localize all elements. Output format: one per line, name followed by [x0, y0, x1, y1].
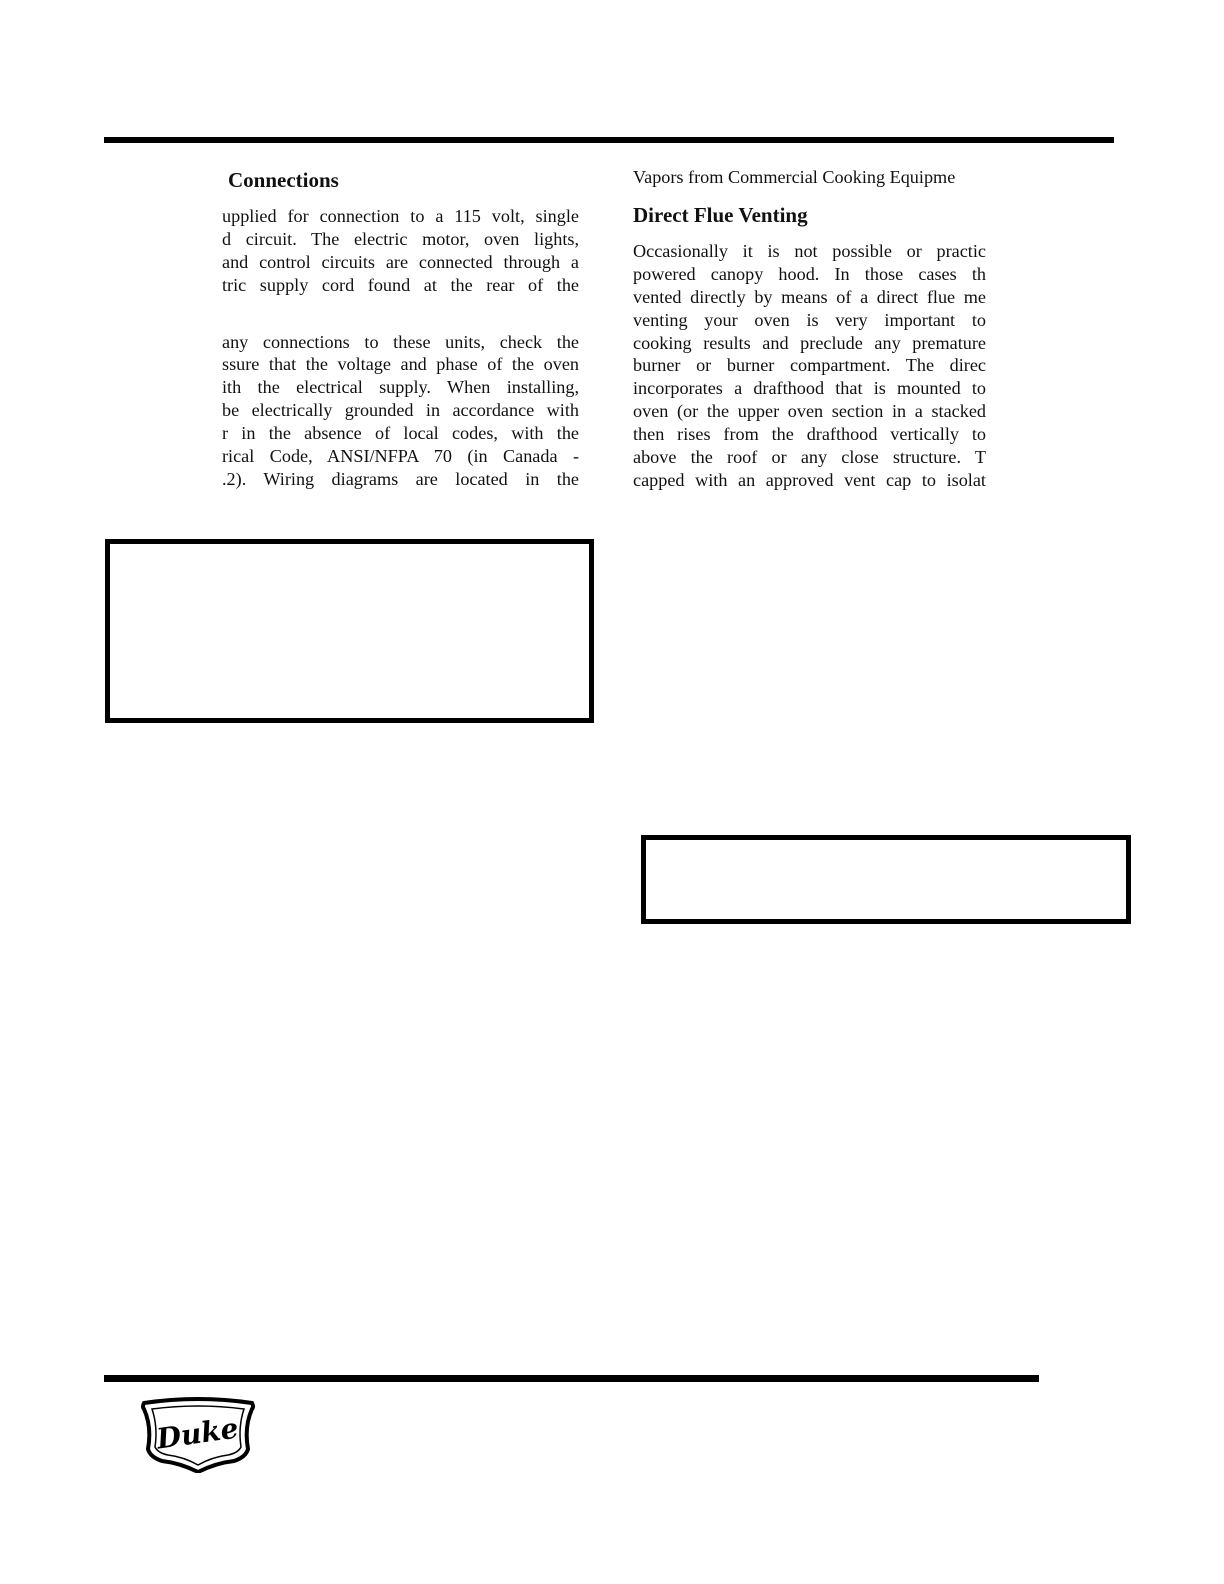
text-line: oven (or the upper oven section in a stacked	[633, 401, 986, 422]
text-line: burner or burner compartment. The direc	[633, 355, 986, 376]
bottom-rule	[104, 1375, 1039, 1382]
text-line: Occasionally it is not possible or practic	[633, 241, 986, 261]
text-line: venting your oven is very important to	[633, 309, 986, 330]
paragraph-gap	[222, 297, 579, 331]
warning-box-right	[641, 835, 1131, 924]
text-line: capped with an approved vent cap to isolat	[633, 469, 986, 490]
text-line: rical Code, ANSI/NFPA 70 (in Canada -	[222, 446, 579, 467]
logo-text: Duke	[154, 1411, 241, 1456]
text-line: r in the absence of local codes, with the	[222, 423, 579, 444]
text-line: above the roof or any close structure. T	[633, 447, 986, 468]
text-line: powered canopy hood. In those cases th	[633, 263, 986, 284]
connections-text	[222, 205, 579, 491]
text-line: any connections to these units, check the	[222, 331, 579, 352]
text-line: d circuit. The electric motor, oven lights,	[222, 228, 579, 249]
text-line: ith the electrical supply. When installing,	[222, 377, 579, 398]
text-line: ssure that the voltage and phase of the oven	[222, 354, 579, 375]
text-line: vented directly by means of a direct flue me	[633, 286, 986, 307]
text-line: then rises from the drafthood vertically to	[633, 424, 986, 445]
text-line: be electrically grounded in accordance with	[222, 400, 579, 421]
text-line: .2). Wiring diagrams are located in the	[222, 468, 579, 489]
text-line: tric supply cord found at the rear of the	[222, 274, 579, 295]
text-line: and control circuits are connected through a	[222, 251, 579, 272]
direct-flue-venting-heading: Direct Flue Venting	[633, 203, 808, 227]
text-line: upplied for connection to a 115 volt, single	[222, 206, 579, 226]
text-line: incorporates a drafthood that is mounted to	[633, 378, 986, 399]
direct-flue-text	[633, 240, 986, 492]
connections-heading: Connections	[228, 168, 339, 192]
vapors-line: Vapors from Commercial Cooking Equipme	[633, 167, 956, 187]
duke-logo-icon	[138, 1397, 258, 1473]
top-rule	[104, 137, 1114, 143]
text-line: cooking results and preclude any premature	[633, 332, 986, 353]
warning-box-left	[105, 539, 594, 723]
